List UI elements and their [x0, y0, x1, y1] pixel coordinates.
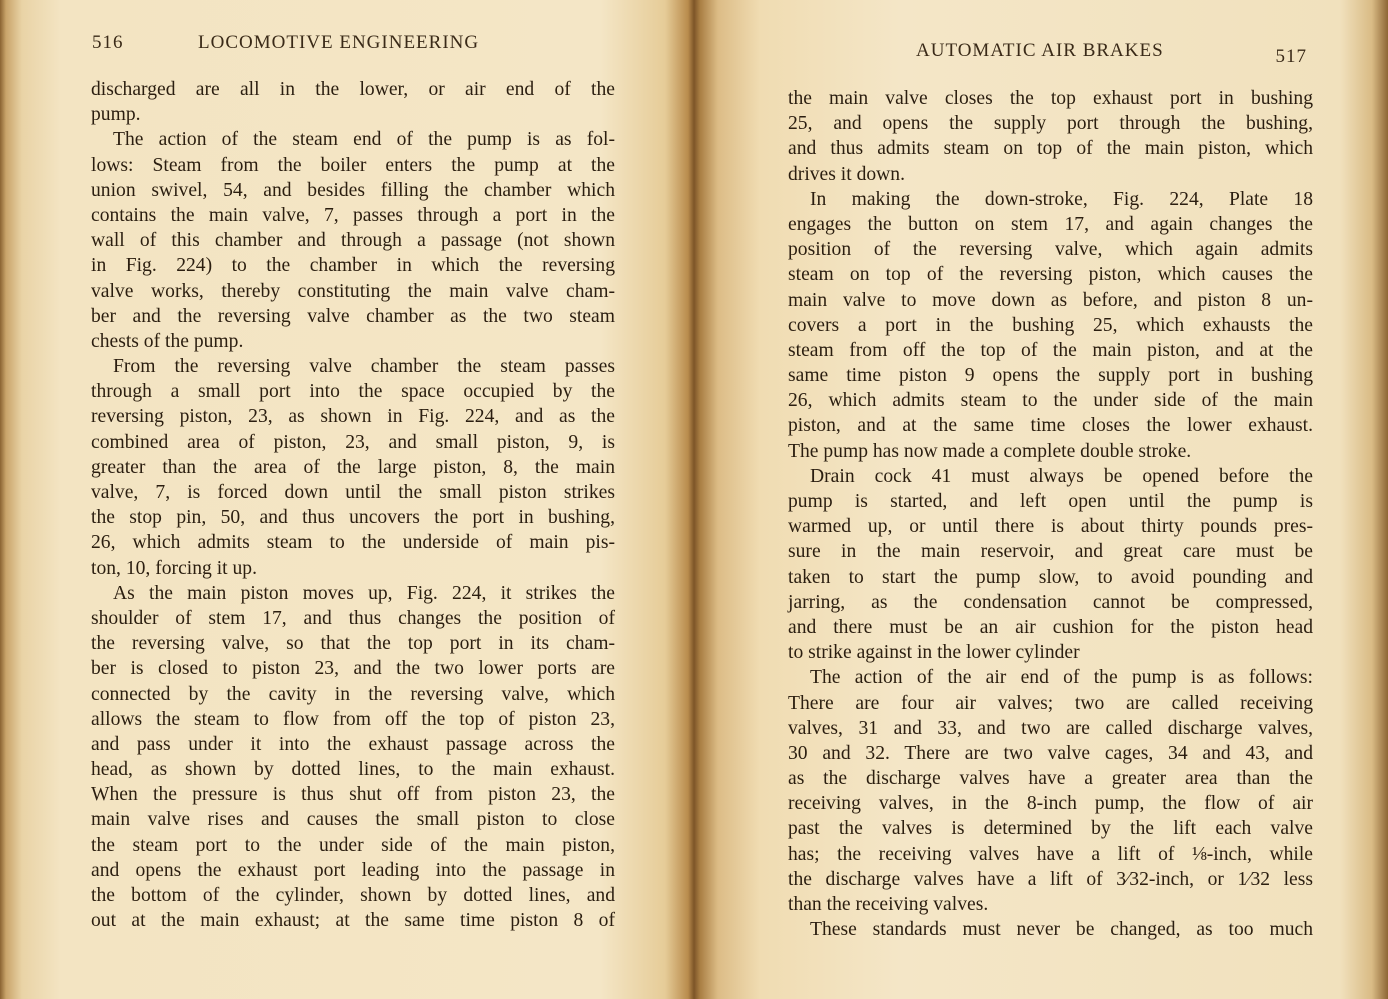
left-page-body: [91, 77, 615, 933]
right-running-head: AUTOMATIC AIR BRAKES: [916, 40, 1164, 61]
text-line: The action of the steam end of the pump is as fol-: [113, 129, 615, 151]
text-line: Drain cock 41 must always be opened before the: [810, 465, 1313, 487]
text-line: taken to start the pump slow, to avoid pounding and: [788, 566, 1313, 588]
text-line: allows the steam to flow from off the top of piston 23,: [91, 708, 615, 730]
text-line: These standards must never be changed, as too much: [810, 919, 1313, 941]
text-line: and pass under it into the exhaust passage across the: [91, 733, 615, 755]
text-line: valve works, thereby constituting the main valve cham-: [91, 280, 615, 302]
right-page-body: [788, 86, 1313, 942]
text-line: main valve rises and causes the small piston to close: [91, 809, 615, 831]
text-line: same time piston 9 opens the supply port in bushing: [788, 365, 1313, 387]
text-line: through a small port into the space occupied by the: [91, 381, 615, 403]
text-line: greater than the area of the large piston, 8, the main: [91, 456, 615, 478]
text-line: When the pressure is thus shut off from piston 23, the: [91, 784, 615, 806]
text-line: out at the main exhaust; at the same time piston 8 of: [91, 910, 615, 932]
text-line: past the valves is determined by the lift each valve: [788, 818, 1313, 840]
text-line: to strike against in the lower cylinder: [788, 642, 1080, 664]
text-line: main valve to move down as before, and piston 8 un-: [788, 289, 1313, 311]
text-line: in Fig. 224) to the chamber in which the reversing: [91, 255, 615, 277]
text-line: position of the reversing valve, which again admits: [788, 239, 1313, 261]
text-line: ber is closed to piston 23, and the two lower ports are: [91, 658, 615, 680]
text-line: From the reversing valve chamber the steam passes: [113, 356, 615, 378]
right-page-header: [760, 38, 1340, 78]
text-line: The pump has now made a complete double stroke.: [788, 440, 1192, 462]
left-page: [60, 0, 640, 999]
text-line: 25, and opens the supply port through the bushing,: [788, 113, 1313, 135]
text-line: 26, which admits steam to the under side of the main: [788, 390, 1313, 412]
text-line: 26, which admits steam to the underside of main pis-: [91, 532, 615, 554]
text-line: combined area of piston, 23, and small piston, 9, is: [91, 431, 615, 453]
text-line: reversing piston, 23, as shown in Fig. 224, and as the: [91, 406, 615, 428]
text-line: valve, 7, is forced down until the small piston strikes: [91, 482, 615, 503]
text-line: engages the button on stem 17, and again changes the: [788, 213, 1313, 235]
text-line: drives it down.: [788, 163, 906, 185]
text-line: wall of this chamber and through a passage (not shown: [91, 230, 615, 252]
text-line: contains the main valve, 7, passes through a port in the: [91, 204, 615, 226]
text-line: As the main piston moves up, Fig. 224, it strikes the: [113, 582, 615, 604]
text-line: the discharge valves have a lift of 3⁄32-inch, or 1⁄32 less: [788, 868, 1313, 890]
text-line: sure in the main reservoir, and great care must be: [788, 541, 1313, 563]
text-line: covers a port in the bushing 25, which exhausts the: [788, 314, 1313, 336]
text-line: discharged are all in the lower, or air end of the: [91, 79, 615, 100]
text-line: In making the down-stroke, Fig. 224, Plate 18: [810, 188, 1313, 210]
text-line: lows: Steam from the boiler enters the pump at the: [91, 154, 615, 176]
text-line: ber and the reversing valve chamber as the two steam: [91, 305, 615, 327]
text-line: the steam port to the under side of the main piston,: [91, 834, 615, 856]
text-line: valves, 31 and 33, and two are called discharge valves,: [788, 717, 1313, 739]
text-line: connected by the cavity in the reversing valve, which: [91, 683, 615, 705]
text-line: the main valve closes the top exhaust port in bushing: [788, 88, 1313, 109]
text-line: The action of the air end of the pump is as follows:: [810, 667, 1313, 689]
text-line: has; the receiving valves have a lift of ⅛-inch, while: [788, 843, 1313, 865]
text-line: the stop pin, 50, and thus uncovers the port in bushing,: [91, 507, 615, 529]
text-line: head, as shown by dotted lines, to the main exhaust.: [91, 759, 615, 781]
text-line: chests of the pump.: [91, 330, 244, 352]
text-line: pump is started, and left open until the pump is: [788, 491, 1313, 512]
text-line: the reversing valve, so that the top port in its cham-: [91, 633, 615, 655]
text-line: piston, and at the same time closes the lower exhaust.: [788, 415, 1313, 437]
left-page-number: 516: [92, 32, 124, 53]
right-page: [760, 0, 1340, 999]
text-line: There are four air valves; two are called receiving: [788, 692, 1313, 714]
left-running-head: LOCOMOTIVE ENGINEERING: [198, 32, 480, 53]
text-line: warmed up, or until there is about thirty pounds pres-: [788, 516, 1313, 538]
text-line: pump.: [91, 104, 141, 126]
right-page-number: 517: [1275, 46, 1307, 67]
text-line: receiving valves, in the 8-inch pump, the flow of air: [788, 793, 1313, 815]
text-line: steam from off the top of the main piston, and at the: [788, 339, 1313, 361]
text-line: the bottom of the cylinder, shown by dotted lines, and: [91, 885, 615, 906]
text-line: ton, 10, forcing it up.: [91, 557, 257, 579]
text-line: 30 and 32. There are two valve cages, 34 and 43, and: [788, 742, 1313, 764]
text-line: union swivel, 54, and besides filling the chamber which: [91, 179, 615, 201]
text-line: shoulder of stem 17, and thus changes the position of: [91, 607, 615, 629]
text-line: as the discharge valves have a greater area than the: [788, 768, 1313, 790]
text-line: steam on top of the reversing piston, which causes the: [788, 264, 1313, 286]
text-line: and opens the exhaust port leading into the passage in: [91, 859, 615, 881]
text-line: jarring, as the condensation cannot be compressed,: [788, 591, 1313, 613]
text-line: than the receiving valves.: [788, 894, 989, 915]
text-line: and there must be an air cushion for the piston head: [788, 616, 1313, 638]
left-page-header: [60, 30, 640, 70]
text-line: and thus admits steam on top of the main piston, which: [788, 138, 1313, 160]
